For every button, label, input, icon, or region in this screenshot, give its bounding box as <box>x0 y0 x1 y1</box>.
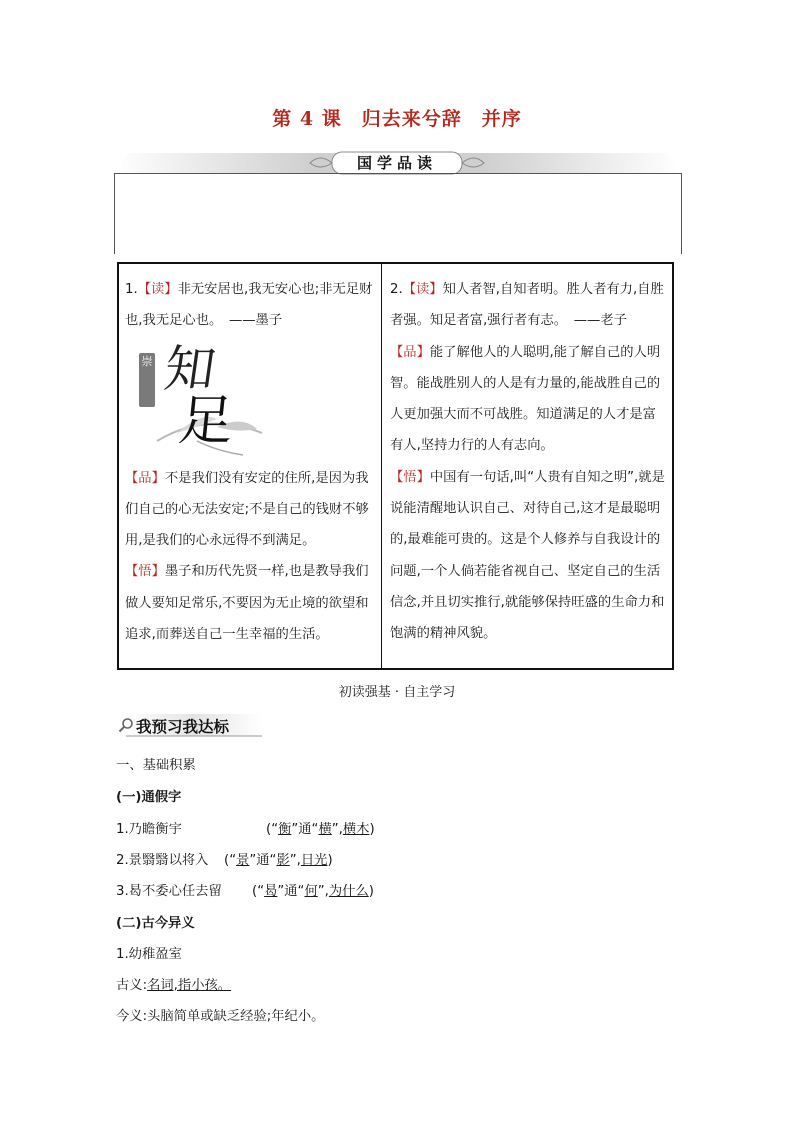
punct: ) <box>369 822 375 837</box>
char-b: 横 <box>318 822 332 837</box>
art-char-zhi: 知 <box>160 339 220 398</box>
pin-text: 能了解他人的人聪明,能了解自己的人明智。能战胜别人的人是有力量的,能战胜自己的人更加强大而不可战胜。知道满足的人才是富有人,坚持力行的人有志向。 <box>390 344 661 454</box>
word-item: 1.幼稚盈室 <box>116 947 182 962</box>
punct: ”, <box>289 853 301 868</box>
tag-wu: 【悟】 <box>390 469 430 485</box>
read-paragraph <box>125 274 375 337</box>
punct: ) <box>368 884 374 899</box>
banner-label: 国学品读 <box>356 154 437 172</box>
meaning: 横木 <box>342 822 370 837</box>
sub-heading-gujin: (二)古今异义 <box>116 916 195 931</box>
item-text: 1.乃瞻衡宇 <box>116 822 182 837</box>
punct: ”, <box>317 884 329 899</box>
item-text: 3.曷不委心任去留 <box>116 884 222 899</box>
punct: (“ <box>224 853 237 868</box>
sub-heading-tongjia: (一)通假字 <box>116 790 182 805</box>
pin-paragraph <box>125 463 375 557</box>
punct: (“ <box>266 822 279 837</box>
reading-table <box>117 262 674 670</box>
magnifier-icon <box>118 717 134 733</box>
preview-badge <box>116 712 266 738</box>
tag-read: 【读】 <box>402 282 443 297</box>
item-number: 1. <box>125 282 138 297</box>
wu-paragraph <box>390 462 666 650</box>
punct: (“ <box>252 884 265 899</box>
tongjia-item <box>116 818 375 837</box>
tag-pin: 【品】 <box>390 344 430 360</box>
char-b: 何 <box>304 884 318 899</box>
jin-label: 今义: <box>116 1009 148 1024</box>
meaning: 为什么 <box>328 884 369 899</box>
gu-text: 名词,指小孩。 <box>147 978 232 993</box>
char-a: 景 <box>236 853 250 868</box>
badge-label: 我预习我达标 <box>136 718 230 736</box>
punct: ”通“ <box>249 853 277 868</box>
meaning: 日光 <box>300 853 328 868</box>
char-a: 曷 <box>264 884 278 899</box>
banner-frame <box>114 173 682 254</box>
char-a: 衡 <box>278 822 292 837</box>
gu-meaning <box>116 974 231 993</box>
punct: ”, <box>331 822 343 837</box>
gu-label: 古义: <box>116 978 148 993</box>
item-text: 2.景翳翳以将入 <box>116 853 209 868</box>
zhizu-calligraphy-art <box>139 341 269 461</box>
section-title: 初读强基 · 自主学习 <box>338 685 456 700</box>
reading-cell-right <box>382 264 672 668</box>
wu-text: 中国有一句话,叫“人贵有自知之明”,就是说能清醒地认识自己、对待自己,这才是最聪明的,最难能可贵的。这是个人修养与自我设计的问题,一个人倘若能省视自己、坚定自己的生活信念,并且切实推行,就能够保持旺盛的生命力和饱满的精神风貌。 <box>390 469 665 642</box>
punct: ) <box>327 853 333 868</box>
wu-text: 墨子和历代先贤一样,也是教导我们做人要知足常乐,不要因为无止境的欲望和追求,而葬送自己一生幸福的生活。 <box>125 564 369 643</box>
tag-wu: 【悟】 <box>125 564 165 580</box>
tag-pin: 【品】 <box>125 470 165 486</box>
item-number: 2. <box>390 282 403 297</box>
char-b: 影 <box>276 853 290 868</box>
tag-read: 【读】 <box>137 282 178 297</box>
read-text: 非无安居也,我无安心也;非无足财也,我无足心也。 ——墨子 <box>125 282 373 329</box>
pin-paragraph <box>390 337 666 462</box>
tongjia-item <box>116 849 333 868</box>
punct: ”通“ <box>291 822 319 837</box>
heading-basic: 一、基础积累 <box>116 758 196 773</box>
read-text: 知人者智,自知者明。胜人者有力,自胜者强。知足者富,强行者有志。 ——老子 <box>390 282 664 329</box>
tongjia-item <box>116 880 374 899</box>
read-paragraph <box>390 274 666 337</box>
seal-stamp: 崇 <box>139 353 155 407</box>
pin-text: 不是我们没有安定的住所,是因为我们自己的心无法安定;不是自己的钱财不够用,是我们的心永远得不到满足。 <box>125 470 369 549</box>
art-char-zu: 足 <box>175 388 237 452</box>
jin-meaning <box>116 1005 324 1024</box>
punct: ”通“ <box>277 884 305 899</box>
wu-paragraph <box>125 556 375 650</box>
lesson-title: 第 4 课 归去来兮辞 并序 <box>272 108 522 130</box>
jin-text: 头脑简单或缺乏经验;年纪小。 <box>147 1009 325 1024</box>
reading-cell-left <box>119 264 382 668</box>
